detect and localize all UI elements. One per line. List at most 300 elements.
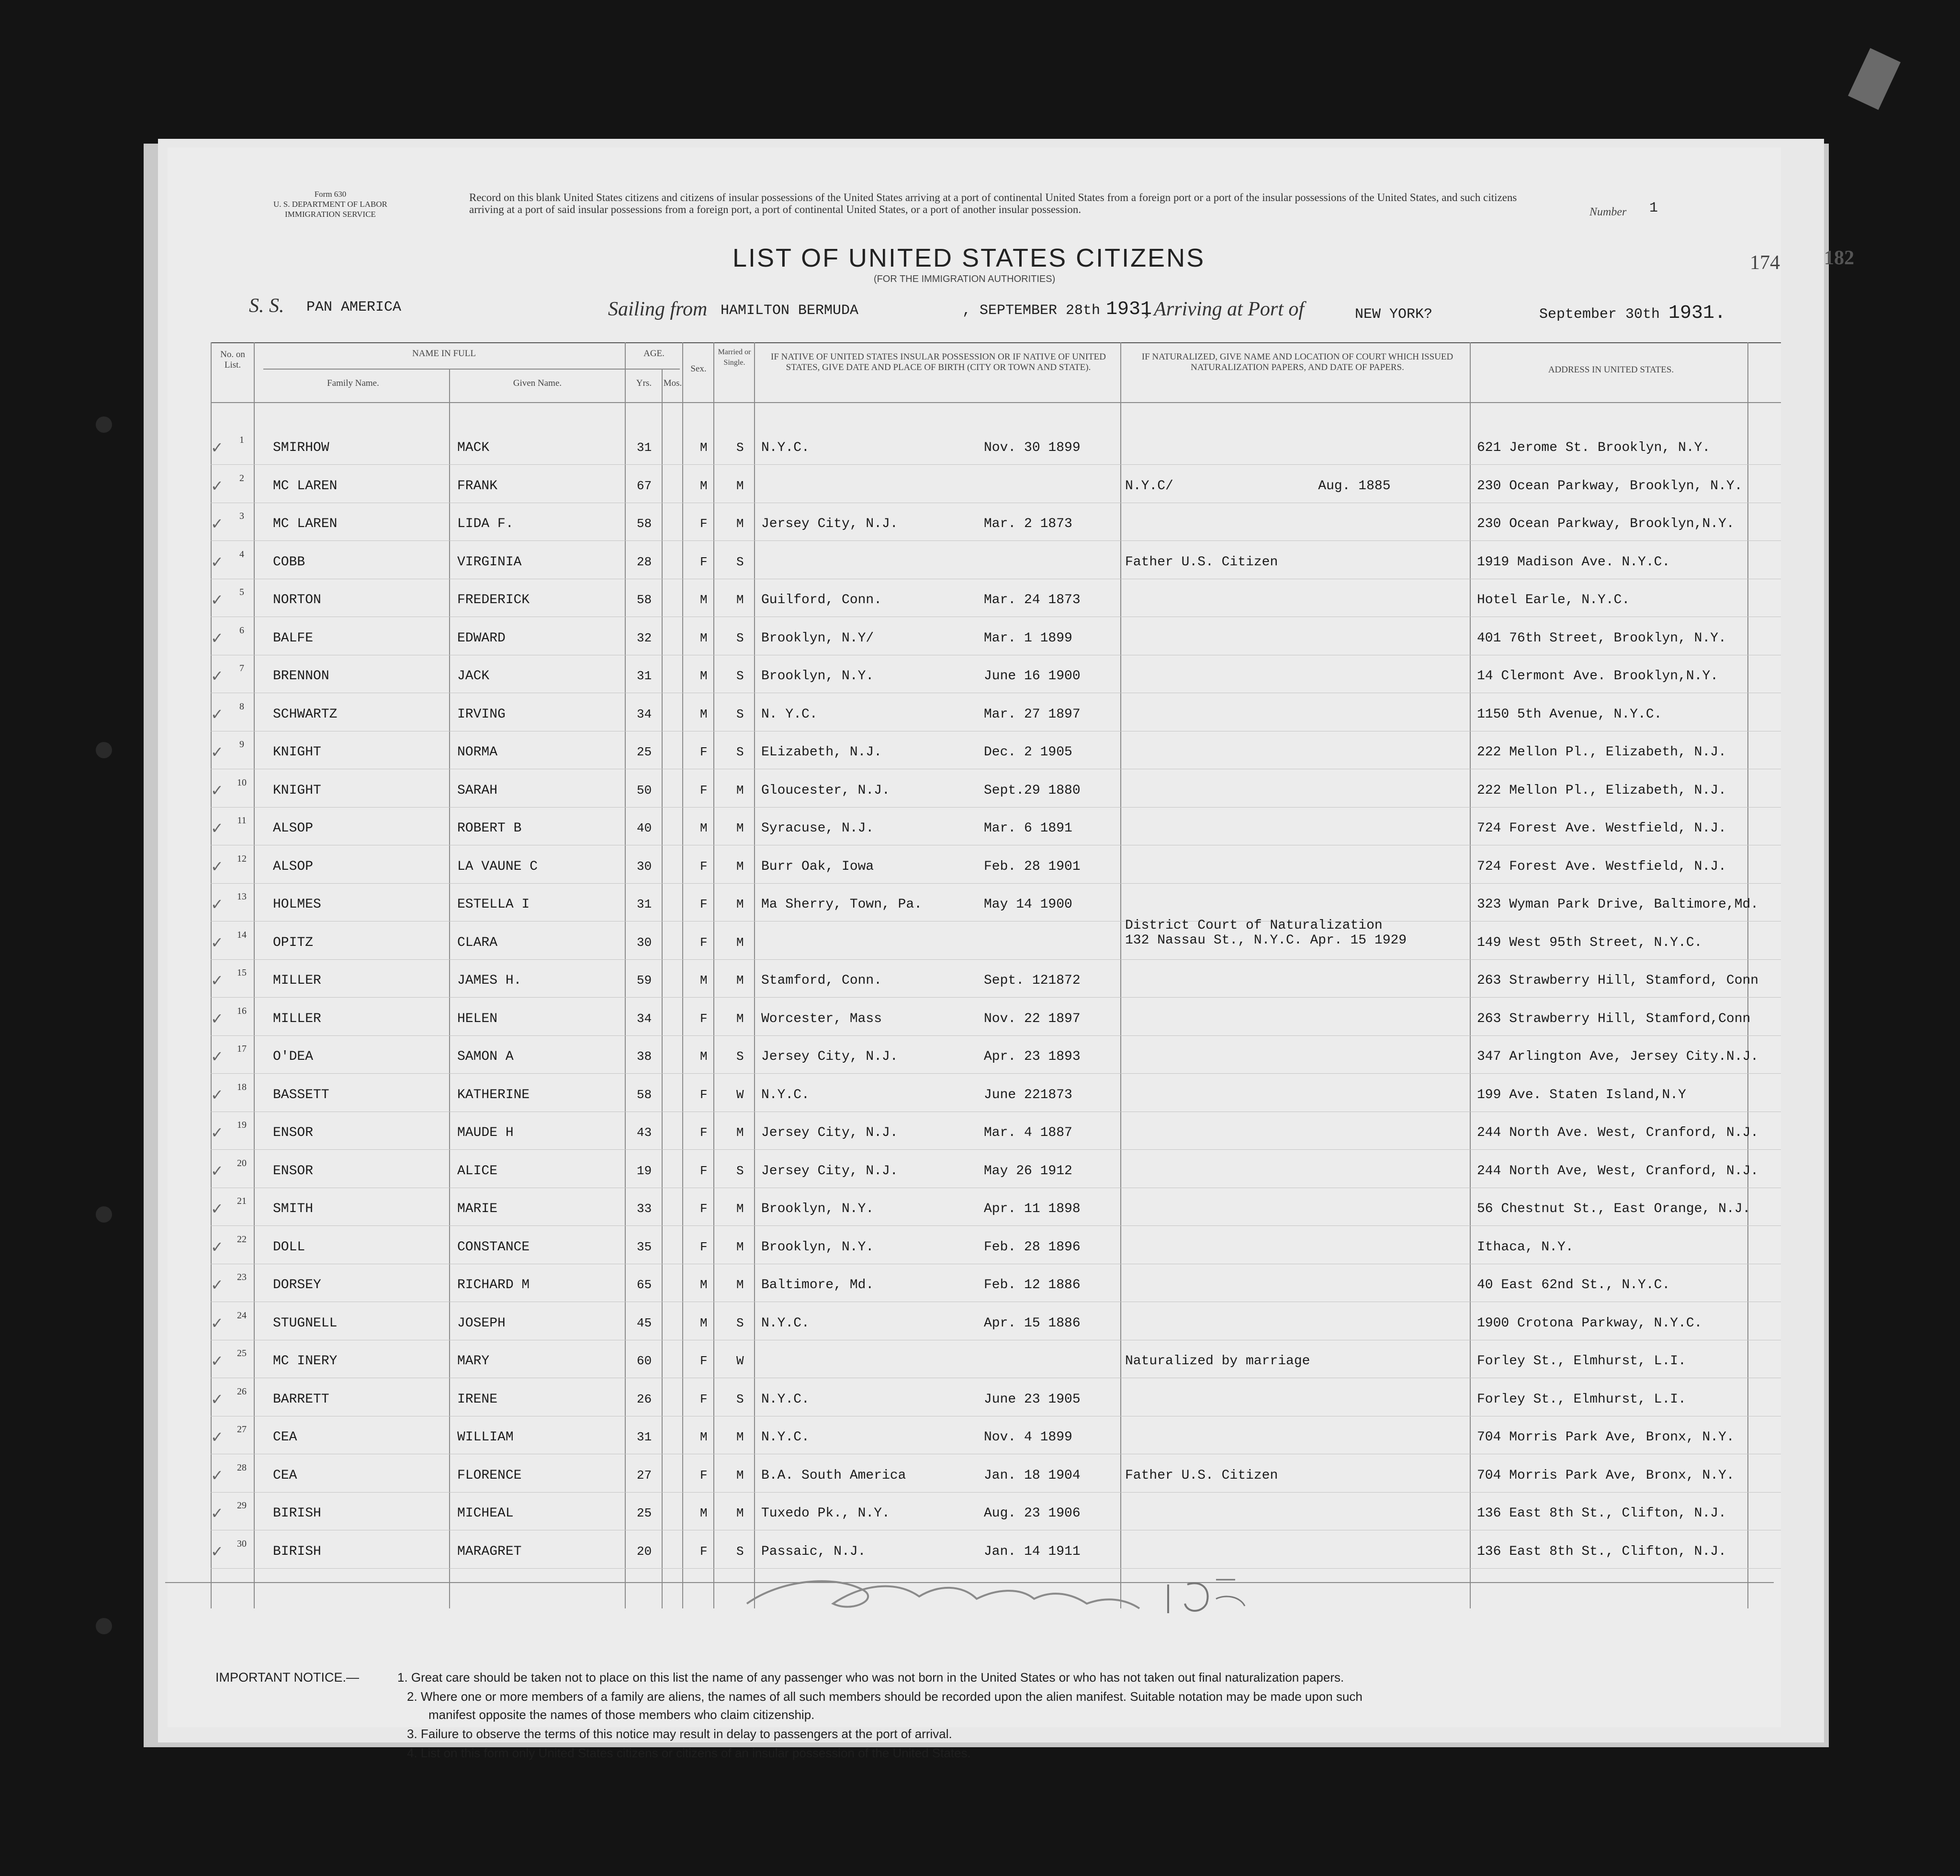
row-number: 4 [239, 549, 244, 560]
sex-cell: M [700, 440, 708, 455]
given-name-cell: MACK [457, 440, 490, 455]
address-cell: 222 Mellon Pl., Elizabeth, N.J. [1477, 783, 1726, 798]
row-number: 25 [237, 1348, 247, 1359]
given-name-cell: LA VAUNE C [457, 859, 538, 874]
marital-status-cell: M [736, 783, 744, 798]
given-name-cell: JAMES H. [457, 973, 522, 988]
check-mark-icon: ✓ [211, 1428, 224, 1446]
check-mark-icon: ✓ [211, 743, 224, 761]
birthplace-cell: N.Y.C. [761, 1088, 810, 1102]
table-top-rule [211, 342, 1781, 343]
family-name-cell: BIRISH [273, 1544, 321, 1559]
row-rule [211, 464, 1781, 465]
given-name-cell: VIRGINIA [457, 555, 522, 570]
family-name-cell: COBB [273, 555, 305, 570]
row-number: 10 [237, 777, 247, 788]
family-name-cell: DORSEY [273, 1278, 321, 1292]
col-header-married: Married or Single. [718, 348, 751, 367]
given-name-cell: MARY [457, 1354, 490, 1369]
check-mark-icon: ✓ [211, 820, 224, 837]
birthplace-cell: Worcester, Mass [761, 1011, 882, 1026]
naturalization-cell: Father U.S. Citizen [1125, 555, 1278, 570]
marital-status-cell: S [736, 631, 744, 645]
marital-status-cell: M [736, 821, 744, 835]
family-name-cell: DOLL [273, 1240, 305, 1255]
birthplace-cell: Jersey City, N.J. [761, 1125, 898, 1140]
sex-cell: F [700, 859, 708, 874]
notice-item-1: 1. Great care should be taken not to place on this list the name of any passenger who was not born in the United States or who has not taken out final naturalization papers. [397, 1670, 1344, 1685]
punch-hole [96, 1618, 112, 1634]
marital-status-cell: W [736, 1354, 744, 1368]
marital-status-cell: S [736, 440, 744, 455]
address-cell: Forley St., Elmhurst, L.I. [1477, 1354, 1686, 1369]
birth-date-cell: Sept.29 1880 [984, 783, 1081, 798]
birth-date-cell: June 221873 [984, 1088, 1072, 1102]
check-mark-icon: ✓ [211, 1276, 224, 1293]
age-cell: 32 [637, 631, 652, 645]
marital-status-cell: M [736, 897, 744, 911]
sex-cell: M [700, 631, 708, 645]
sex-cell: F [700, 783, 708, 798]
col-header-given-name: Given Name. [513, 378, 562, 388]
family-name-cell: STUGNELL [273, 1316, 338, 1331]
form-number: Form 630 [314, 190, 347, 199]
row-number: 29 [237, 1500, 247, 1511]
row-number: 13 [237, 891, 247, 902]
col-header-yrs: Yrs. [636, 378, 652, 388]
age-cell: 43 [637, 1125, 652, 1140]
given-name-cell: WILLIAM [457, 1430, 514, 1445]
check-mark-icon: ✓ [211, 1391, 224, 1408]
family-name-cell: BIRISH [273, 1506, 321, 1521]
family-name-cell: MILLER [273, 1011, 321, 1026]
family-name-cell: MC INERY [273, 1354, 338, 1369]
check-mark-icon: ✓ [211, 706, 224, 723]
page-stamp: 174 [1750, 252, 1780, 274]
sex-cell: M [700, 669, 708, 683]
address-cell: Hotel Earle, N.Y.C. [1477, 593, 1630, 607]
address-cell: 14 Clermont Ave. Brooklyn,N.Y. [1477, 669, 1719, 684]
row-number: 28 [237, 1462, 247, 1473]
check-mark-icon: ✓ [211, 515, 224, 532]
form-identifier [259, 189, 402, 219]
birth-date-cell: June 16 1900 [984, 669, 1081, 684]
column-divider [662, 369, 663, 1608]
check-mark-icon: ✓ [211, 1162, 224, 1180]
birthplace-cell: Guilford, Conn. [761, 593, 882, 607]
address-cell: 1150 5th Avenue, N.Y.C. [1477, 707, 1662, 722]
sex-cell: F [700, 1202, 708, 1216]
document-title: LIST OF UNITED STATES CITIZENS [732, 244, 1205, 272]
sex-cell: M [700, 973, 708, 988]
given-name-cell: FREDERICK [457, 593, 530, 607]
sex-cell: F [700, 1088, 708, 1102]
marital-status-cell: S [736, 1392, 744, 1406]
row-rule [211, 1149, 1781, 1150]
row-rule [211, 807, 1781, 808]
check-mark-icon: ✓ [211, 1010, 224, 1027]
family-name-cell: CEA [273, 1468, 297, 1483]
row-rule [211, 883, 1781, 884]
given-name-cell: IRENE [457, 1392, 498, 1407]
birthplace-cell: Jersey City, N.J. [761, 1049, 898, 1064]
form-instructions: Record on this blank United States citizens and citizens of insular possessions of the United States arriving at a port of continental United States from a foreign port or a port of the insular possessions of the United States, and such citizens arriving at a port of said insular possessions from a foreign port, a port of continental United States, or a port of another insular possession. [469, 191, 1517, 215]
sailing-year: 1931 [1106, 299, 1152, 320]
given-name-cell: EDWARD [457, 631, 506, 646]
given-name-cell: HELEN [457, 1011, 498, 1026]
age-cell: 67 [637, 479, 652, 493]
given-name-cell: ESTELLA I [457, 897, 530, 912]
column-divider [713, 342, 714, 1608]
marital-status-cell: S [736, 555, 744, 569]
age-cell: 25 [637, 745, 652, 759]
sex-cell: M [700, 707, 708, 721]
age-cell: 27 [637, 1468, 652, 1483]
column-divider [625, 342, 626, 1608]
naturalization-cell: Naturalized by marriage [1125, 1354, 1310, 1369]
birthplace-cell: Brooklyn, N.Y/ [761, 631, 874, 646]
family-name-cell: NORTON [273, 593, 321, 607]
naturalization-cell: N.Y.C/ Aug. 1885 [1125, 479, 1391, 494]
row-rule [211, 1073, 1781, 1074]
row-rule [211, 1035, 1781, 1036]
family-name-cell: BASSETT [273, 1088, 329, 1102]
marital-status-cell: S [736, 707, 744, 721]
birth-date-cell: Apr. 23 1893 [984, 1049, 1081, 1064]
given-name-cell: JOSEPH [457, 1316, 506, 1331]
address-cell: 136 East 8th St., Clifton, N.J. [1477, 1506, 1726, 1521]
birthplace-cell: Brooklyn, N.Y. [761, 1202, 874, 1216]
family-name-cell: ENSOR [273, 1125, 314, 1140]
marital-status-cell: M [736, 593, 744, 607]
address-cell: 704 Morris Park Ave, Bronx, N.Y. [1477, 1430, 1735, 1445]
col-header-name-in-full: NAME IN FULL [412, 348, 476, 359]
row-number: 27 [237, 1424, 247, 1435]
row-number: 16 [237, 1006, 247, 1016]
birth-date-cell: Feb. 28 1901 [984, 859, 1081, 874]
notice-item-4: 4. List on this form only United States citizens or citizens of an insular possession of the United States. [407, 1746, 971, 1760]
birthplace-cell: N. Y.C. [761, 707, 818, 722]
punch-hole [96, 416, 112, 433]
col-header-address: ADDRESS IN UNITED STATES. [1548, 365, 1674, 375]
row-number: 14 [237, 930, 247, 940]
given-name-cell: SARAH [457, 783, 498, 798]
marital-status-cell: M [736, 1202, 744, 1216]
address-cell: 56 Chestnut St., East Orange, N.J. [1477, 1202, 1751, 1216]
check-mark-icon: ✓ [211, 667, 224, 685]
row-number: 26 [237, 1386, 247, 1397]
address-cell: 1919 Madison Ave. N.Y.C. [1477, 555, 1670, 570]
address-cell: 401 76th Street, Brooklyn, N.Y. [1477, 631, 1726, 646]
given-name-cell: NORMA [457, 745, 498, 760]
family-name-cell: BRENNON [273, 669, 329, 684]
birthplace-cell: Jersey City, N.J. [761, 1164, 898, 1179]
check-mark-icon: ✓ [211, 553, 224, 571]
naturalization-cell: Father U.S. Citizen [1125, 1468, 1278, 1483]
given-name-cell: MICHEAL [457, 1506, 514, 1521]
birthplace-cell: Passaic, N.J. [761, 1544, 866, 1559]
given-name-cell: CLARA [457, 935, 498, 950]
address-cell: 263 Strawberry Hill, Stamford, Conn [1477, 973, 1759, 988]
family-name-cell: MC LAREN [273, 479, 338, 494]
check-mark-icon: ✓ [211, 1467, 224, 1484]
check-mark-icon: ✓ [211, 1505, 224, 1522]
marital-status-cell: M [736, 1011, 744, 1026]
given-name-cell: KATHERINE [457, 1088, 530, 1102]
handwritten-signature [737, 1551, 1264, 1632]
row-number: 17 [237, 1044, 247, 1054]
age-cell: 34 [637, 1011, 652, 1026]
check-mark-icon: ✓ [211, 477, 224, 494]
page-stamp-alt: 182 [1824, 247, 1854, 269]
column-divider [1120, 342, 1121, 1608]
sex-cell: F [700, 1354, 708, 1368]
birthplace-cell: Baltimore, Md. [761, 1278, 874, 1292]
row-rule [211, 1492, 1781, 1493]
given-name-cell: JACK [457, 669, 490, 684]
marital-status-cell: M [736, 1506, 744, 1520]
row-number: 7 [239, 663, 244, 674]
marital-status-cell: M [736, 935, 744, 950]
address-cell: 704 Morris Park Ave, Bronx, N.Y. [1477, 1468, 1735, 1483]
row-number: 6 [239, 625, 244, 636]
check-mark-icon: ✓ [211, 1124, 224, 1141]
birthplace-cell: Stamford, Conn. [761, 973, 882, 988]
birthplace-cell: B.A. South America [761, 1468, 906, 1483]
sex-cell: F [700, 1164, 708, 1178]
check-mark-icon: ✓ [211, 1238, 224, 1256]
age-cell: 31 [637, 897, 652, 911]
family-name-cell: BARRETT [273, 1392, 329, 1407]
marital-status-cell: M [736, 973, 744, 988]
age-cell: 25 [637, 1506, 652, 1520]
col-header-family-name: Family Name. [327, 378, 379, 388]
col-header-sex: Sex. [690, 364, 707, 374]
family-name-cell: ENSOR [273, 1164, 314, 1179]
family-name-cell: BALFE [273, 631, 314, 646]
birthplace-cell: N.Y.C. [761, 440, 810, 455]
age-cell: 58 [637, 517, 652, 531]
col-header-mos: Mos. [663, 378, 682, 388]
arriving-label: , Arriving at Port of [1144, 298, 1305, 320]
birth-date-cell: Dec. 2 1905 [984, 745, 1072, 760]
birth-date-cell: Jan. 14 1911 [984, 1544, 1081, 1559]
check-mark-icon: ✓ [211, 629, 224, 647]
given-name-cell: CONSTANCE [457, 1240, 530, 1255]
row-rule [211, 997, 1781, 998]
row-number: 24 [237, 1310, 247, 1321]
birthplace-cell: Ma Sherry, Town, Pa. [761, 897, 923, 912]
address-cell: 724 Forest Ave. Westfield, N.J. [1477, 859, 1726, 874]
check-mark-icon: ✓ [211, 934, 224, 951]
marital-status-cell: S [736, 1164, 744, 1178]
address-cell: 1900 Crotona Parkway, N.Y.C. [1477, 1316, 1702, 1331]
check-mark-icon: ✓ [211, 972, 224, 989]
address-cell: 230 Ocean Parkway, Brooklyn, N.Y. [1477, 479, 1743, 494]
number-value: 1 [1649, 200, 1658, 216]
address-cell: 40 East 62nd St., N.Y.C. [1477, 1278, 1670, 1292]
address-cell: 724 Forest Ave. Westfield, N.J. [1477, 821, 1726, 836]
age-cell: 31 [637, 1430, 652, 1444]
row-number: 8 [239, 701, 244, 712]
sex-cell: F [700, 1125, 708, 1140]
birthplace-cell: Brooklyn, N.Y. [761, 1240, 874, 1255]
age-header-rule [632, 369, 680, 370]
age-cell: 45 [637, 1316, 652, 1330]
column-divider [449, 369, 450, 1608]
age-cell: 30 [637, 935, 652, 950]
age-cell: 58 [637, 1088, 652, 1102]
age-cell: 31 [637, 669, 652, 683]
age-cell: 50 [637, 783, 652, 798]
check-mark-icon: ✓ [211, 1543, 224, 1560]
address-cell: 621 Jerome St. Brooklyn, N.Y. [1477, 440, 1711, 455]
marital-status-cell: S [736, 1316, 744, 1330]
age-cell: 35 [637, 1240, 652, 1254]
sex-cell: M [700, 1430, 708, 1444]
sex-cell: M [700, 1316, 708, 1330]
birthplace-cell: N.Y.C. [761, 1392, 810, 1407]
row-number: 3 [239, 511, 244, 521]
age-cell: 40 [637, 821, 652, 835]
check-mark-icon: ✓ [211, 1200, 224, 1217]
address-cell: 323 Wyman Park Drive, Baltimore,Md. [1477, 897, 1759, 912]
birthplace-cell: Burr Oak, Iowa [761, 859, 874, 874]
age-cell: 60 [637, 1354, 652, 1368]
departure-port: HAMILTON BERMUDA [721, 303, 859, 319]
row-number: 22 [237, 1234, 247, 1245]
column-divider [682, 342, 683, 1608]
birth-date-cell: Mar. 2 1873 [984, 517, 1072, 531]
naturalization-cell: District Court of Naturalization 132 Nassau St., N.Y.C. Apr. 15 1929 [1125, 918, 1407, 948]
marital-status-cell: S [736, 669, 744, 683]
family-name-cell: SMIRHOW [273, 440, 329, 455]
birthplace-cell: Tuxedo Pk., N.Y. [761, 1506, 890, 1521]
sex-cell: F [700, 1392, 708, 1406]
sex-cell: F [700, 517, 708, 531]
given-name-cell: MAUDE H [457, 1125, 514, 1140]
check-mark-icon: ✓ [211, 591, 224, 608]
check-mark-icon: ✓ [211, 439, 224, 456]
birth-date-cell: Sept. 121872 [984, 973, 1081, 988]
birth-date-cell: Nov. 4 1899 [984, 1430, 1072, 1445]
number-label: Number [1589, 206, 1627, 218]
sex-cell: M [700, 1049, 708, 1064]
given-name-cell: FRANK [457, 479, 498, 494]
sex-cell: M [700, 1278, 708, 1292]
birth-date-cell: Apr. 11 1898 [984, 1202, 1081, 1216]
document-subtitle: (FOR THE IMMIGRATION AUTHORITIES) [874, 274, 1056, 284]
sex-cell: M [700, 479, 708, 493]
address-cell: 222 Mellon Pl., Elizabeth, N.J. [1477, 745, 1726, 760]
address-cell: 136 East 8th St., Clifton, N.J. [1477, 1544, 1726, 1559]
row-number: 19 [237, 1120, 247, 1130]
ship-name: PAN AMERICA [306, 299, 402, 315]
row-number: 18 [237, 1082, 247, 1092]
given-name-cell: RICHARD M [457, 1278, 530, 1292]
marital-status-cell: M [736, 1430, 744, 1444]
given-name-cell: SAMON A [457, 1049, 514, 1064]
row-number: 23 [237, 1272, 247, 1282]
row-number: 5 [239, 587, 244, 597]
birth-date-cell: Mar. 4 1887 [984, 1125, 1072, 1140]
sex-cell: F [700, 745, 708, 759]
given-name-cell: ALICE [457, 1164, 498, 1179]
sex-cell: F [700, 935, 708, 950]
age-cell: 31 [637, 440, 652, 455]
family-name-cell: OPITZ [273, 935, 314, 950]
marital-status-cell: S [736, 1544, 744, 1559]
marital-status-cell: M [736, 1468, 744, 1483]
given-name-cell: IRVING [457, 707, 506, 722]
ss-label: S. S. [249, 295, 284, 317]
check-mark-icon: ✓ [211, 896, 224, 913]
notice-item-2-cont: manifest opposite the names of those members who claim citizenship. [428, 1707, 815, 1722]
marital-status-cell: M [736, 517, 744, 531]
birthplace-cell: N.Y.C. [761, 1316, 810, 1331]
birth-date-cell: Mar. 6 1891 [984, 821, 1072, 836]
birthplace-cell: Jersey City, N.J. [761, 517, 898, 531]
column-divider [754, 342, 755, 1608]
row-number: 9 [239, 739, 244, 750]
age-cell: 28 [637, 555, 652, 569]
column-divider [254, 342, 255, 1608]
address-cell: 244 North Ave, West, Cranford, N.J. [1477, 1164, 1759, 1179]
birthplace-cell: N.Y.C. [761, 1430, 810, 1445]
birth-date-cell: Mar. 27 1897 [984, 707, 1081, 722]
sailing-label: Sailing from [608, 298, 708, 320]
given-name-cell: LIDA F. [457, 517, 514, 531]
marital-status-cell: S [736, 745, 744, 759]
family-name-cell: SMITH [273, 1202, 314, 1216]
birthplace-cell: Brooklyn, N.Y. [761, 669, 874, 684]
family-name-cell: HOLMES [273, 897, 321, 912]
col-header-birth: IF NATIVE OF UNITED STATES INSULAR POSSESSION OR IF NATIVE OF UNITED STATES, GIVE DATE AND PLACE OF BIRTH (CITY OR TOWN AND STATE). [771, 352, 1106, 372]
birth-date-cell: Mar. 24 1873 [984, 593, 1081, 607]
marital-status-cell: S [736, 1049, 744, 1064]
marital-status-cell: M [736, 1278, 744, 1292]
birth-date-cell: Nov. 22 1897 [984, 1011, 1081, 1026]
row-number: 11 [237, 815, 247, 826]
age-cell: 19 [637, 1164, 652, 1178]
given-name-cell: FLORENCE [457, 1468, 522, 1483]
arrival-year: 1931. [1668, 303, 1726, 324]
row-number: 21 [237, 1196, 247, 1206]
marital-status-cell: M [736, 479, 744, 493]
check-mark-icon: ✓ [211, 782, 224, 799]
row-number: 12 [237, 854, 247, 864]
row-rule [211, 1225, 1781, 1226]
row-number: 1 [239, 435, 244, 445]
birthplace-cell: Gloucester, N.J. [761, 783, 890, 798]
notice-label: IMPORTANT NOTICE.— [215, 1670, 360, 1685]
address-cell: 149 West 95th Street, N.Y.C. [1477, 935, 1702, 950]
service-name: IMMIGRATION SERVICE [285, 210, 376, 219]
age-cell: 33 [637, 1202, 652, 1216]
row-number: 20 [237, 1158, 247, 1168]
birth-date-cell: Jan. 18 1904 [984, 1468, 1081, 1483]
given-name-cell: MARIE [457, 1202, 498, 1216]
age-cell: 38 [637, 1049, 652, 1064]
birth-date-cell: May 14 1900 [984, 897, 1072, 912]
birth-date-cell: Feb. 12 1886 [984, 1278, 1081, 1292]
sex-cell: F [700, 1468, 708, 1483]
age-cell: 65 [637, 1278, 652, 1292]
marital-status-cell: W [736, 1088, 744, 1102]
row-rule [211, 540, 1781, 541]
check-mark-icon: ✓ [211, 1314, 224, 1332]
family-name-cell: MC LAREN [273, 517, 338, 531]
